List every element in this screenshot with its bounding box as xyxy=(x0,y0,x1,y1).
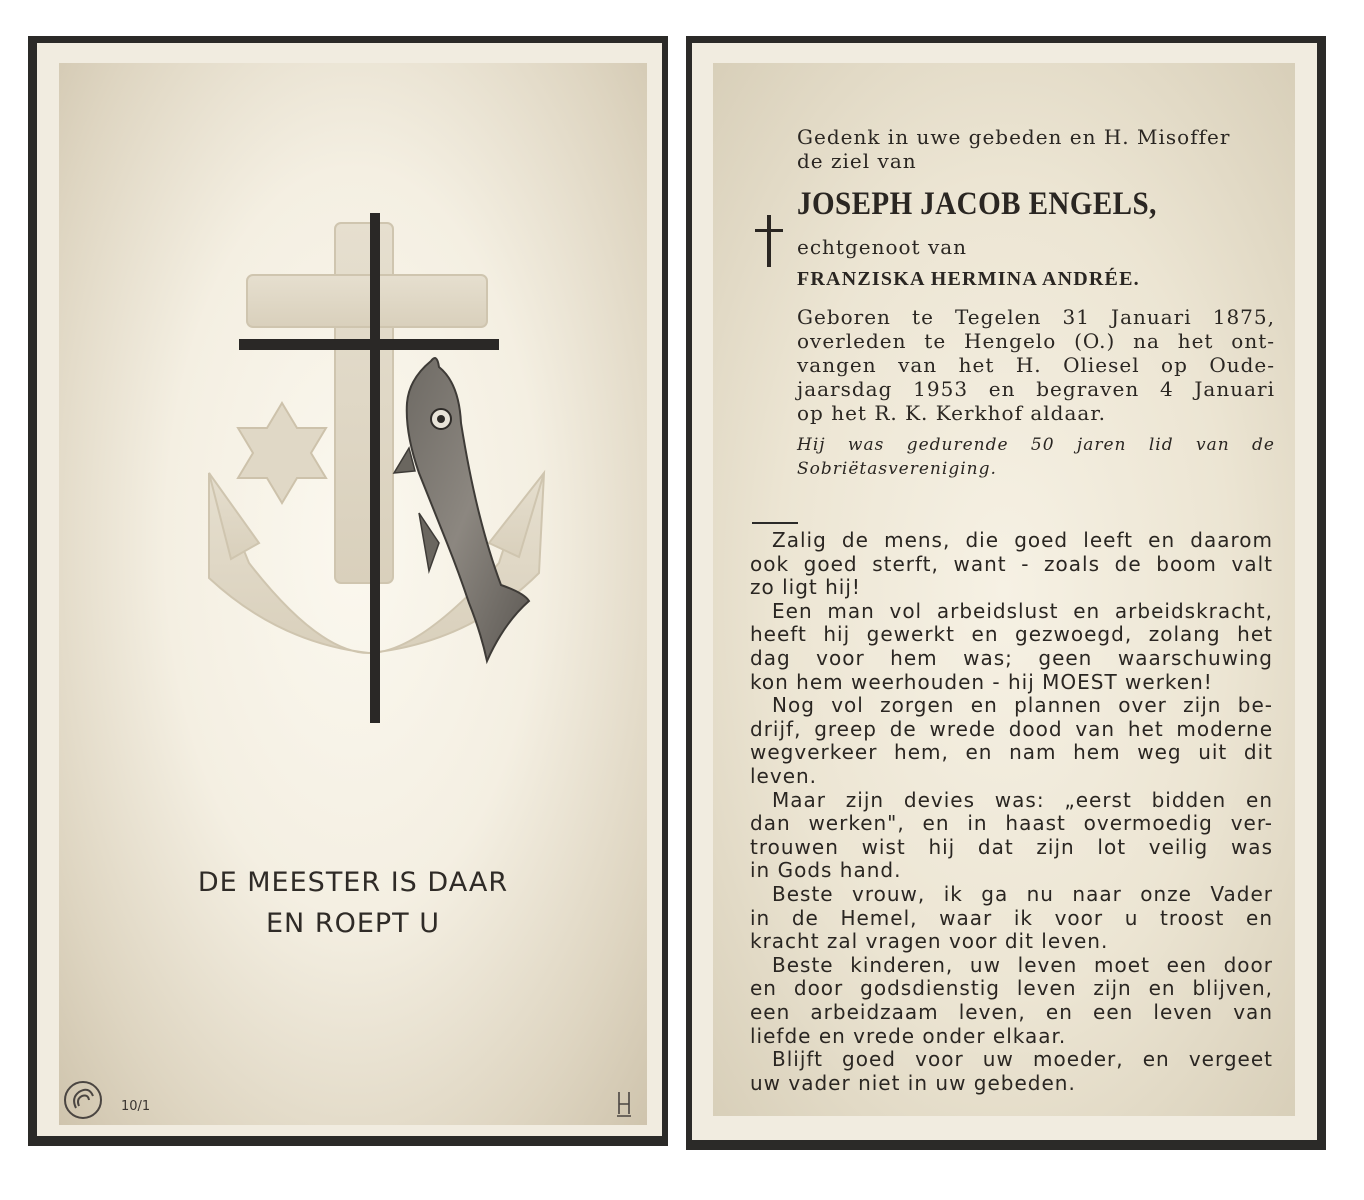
tribute-line: trouwen wist hij dat zijn lot veilig was xyxy=(750,834,1273,859)
cross-icon xyxy=(753,213,785,269)
tribute-line: zo ligt hij! xyxy=(750,575,861,600)
bio-line: jaarsdag 1953 en begraven 4 Januari xyxy=(797,377,1275,401)
back-panel xyxy=(713,63,1295,1116)
intro-line-2: de ziel van xyxy=(797,149,917,173)
publisher-mark-icon xyxy=(63,1080,103,1120)
tribute-line: Beste kinderen, uw leven moet een door xyxy=(772,952,1273,977)
motto-line-1: DE MEESTER IS DAAR xyxy=(197,867,509,898)
bio-line: op het R. K. Kerkhof aldaar. xyxy=(797,401,1107,425)
tribute-line: drijf, greep de wrede dood van het moderne xyxy=(750,716,1273,741)
tribute-line: in Gods hand. xyxy=(750,858,902,883)
tribute-line: Een man vol arbeidslust en arbeidskracht, xyxy=(772,598,1273,623)
membership-line: Sobriëtasvereniging. xyxy=(797,459,997,479)
tribute-line: en door godsdienstig leven zijn en blijven, xyxy=(750,976,1273,1001)
intro-line-1: Gedenk in uwe gebeden en H. Misoffer xyxy=(797,125,1231,149)
bio-line: Geboren te Tegelen 31 Januari 1875, xyxy=(797,305,1275,329)
tribute-line: liefde en vrede onder elkaar. xyxy=(750,1023,1067,1048)
tribute-line: in de Hemel, waar ik voor u troost en xyxy=(750,905,1273,930)
star-shape xyxy=(238,403,326,503)
cross-anchor-fish-emblem-icon xyxy=(169,183,549,723)
front-panel xyxy=(59,63,647,1125)
motto-line-2: EN ROEPT U xyxy=(265,908,441,939)
tribute-line: kon hem weerhouden - hij MOEST werken! xyxy=(750,669,1213,694)
tribute-line: een arbeidzaam leven, en een leven van xyxy=(750,1000,1273,1024)
tribute-line: leven. xyxy=(750,764,818,788)
tribute-line: Blijft goed voor uw moeder, en vergeet xyxy=(772,1047,1273,1072)
engraver-mark-icon xyxy=(615,1090,633,1118)
bio-line: vangen van het H. Oliesel op Oude- xyxy=(797,353,1275,377)
back-card xyxy=(686,36,1326,1150)
bio-line: overleden te Hengelo (O.) na het ont- xyxy=(797,329,1275,353)
tribute-line: Nog vol zorgen en plannen over zijn be- xyxy=(772,693,1273,718)
tribute-line: heeft hij gewerkt en gezwoegd, zolang het xyxy=(750,622,1273,647)
print-code: 10/1 xyxy=(121,1099,151,1114)
section-divider xyxy=(752,522,798,524)
tribute-line: Beste vrouw, ik ga nu naar onze Vader xyxy=(772,882,1273,906)
tribute-line: kracht zal vragen voor dit leven. xyxy=(750,929,1109,954)
spouse-name: FRANZISKA HERMINA ANDRÉE. xyxy=(797,268,1140,290)
tribute-line: dag voor hem was; geen waarschuwing xyxy=(750,646,1273,670)
tribute-line: wegverkeer hem, en nam hem weg uit dit xyxy=(750,740,1273,765)
front-card xyxy=(28,36,668,1146)
tribute-line: Maar zijn devies was: „eerst bidden en xyxy=(772,787,1273,812)
membership-line: Hij was gedurende 50 jaren lid van de xyxy=(797,435,1275,455)
tribute-line: uw vader niet in uw gebeden. xyxy=(750,1070,1076,1095)
spouse-label: echtgenoot van xyxy=(797,235,968,259)
deceased-name: JOSEPH JACOB ENGELS, xyxy=(797,186,1157,222)
tribute-line: dan werken", en in haast overmoedig ver- xyxy=(750,811,1273,836)
tribute-line: ook goed sterft, want - zoals de boom valt xyxy=(750,551,1273,576)
tribute-line: Zalig de mens, die goed leeft en daarom xyxy=(772,528,1273,552)
